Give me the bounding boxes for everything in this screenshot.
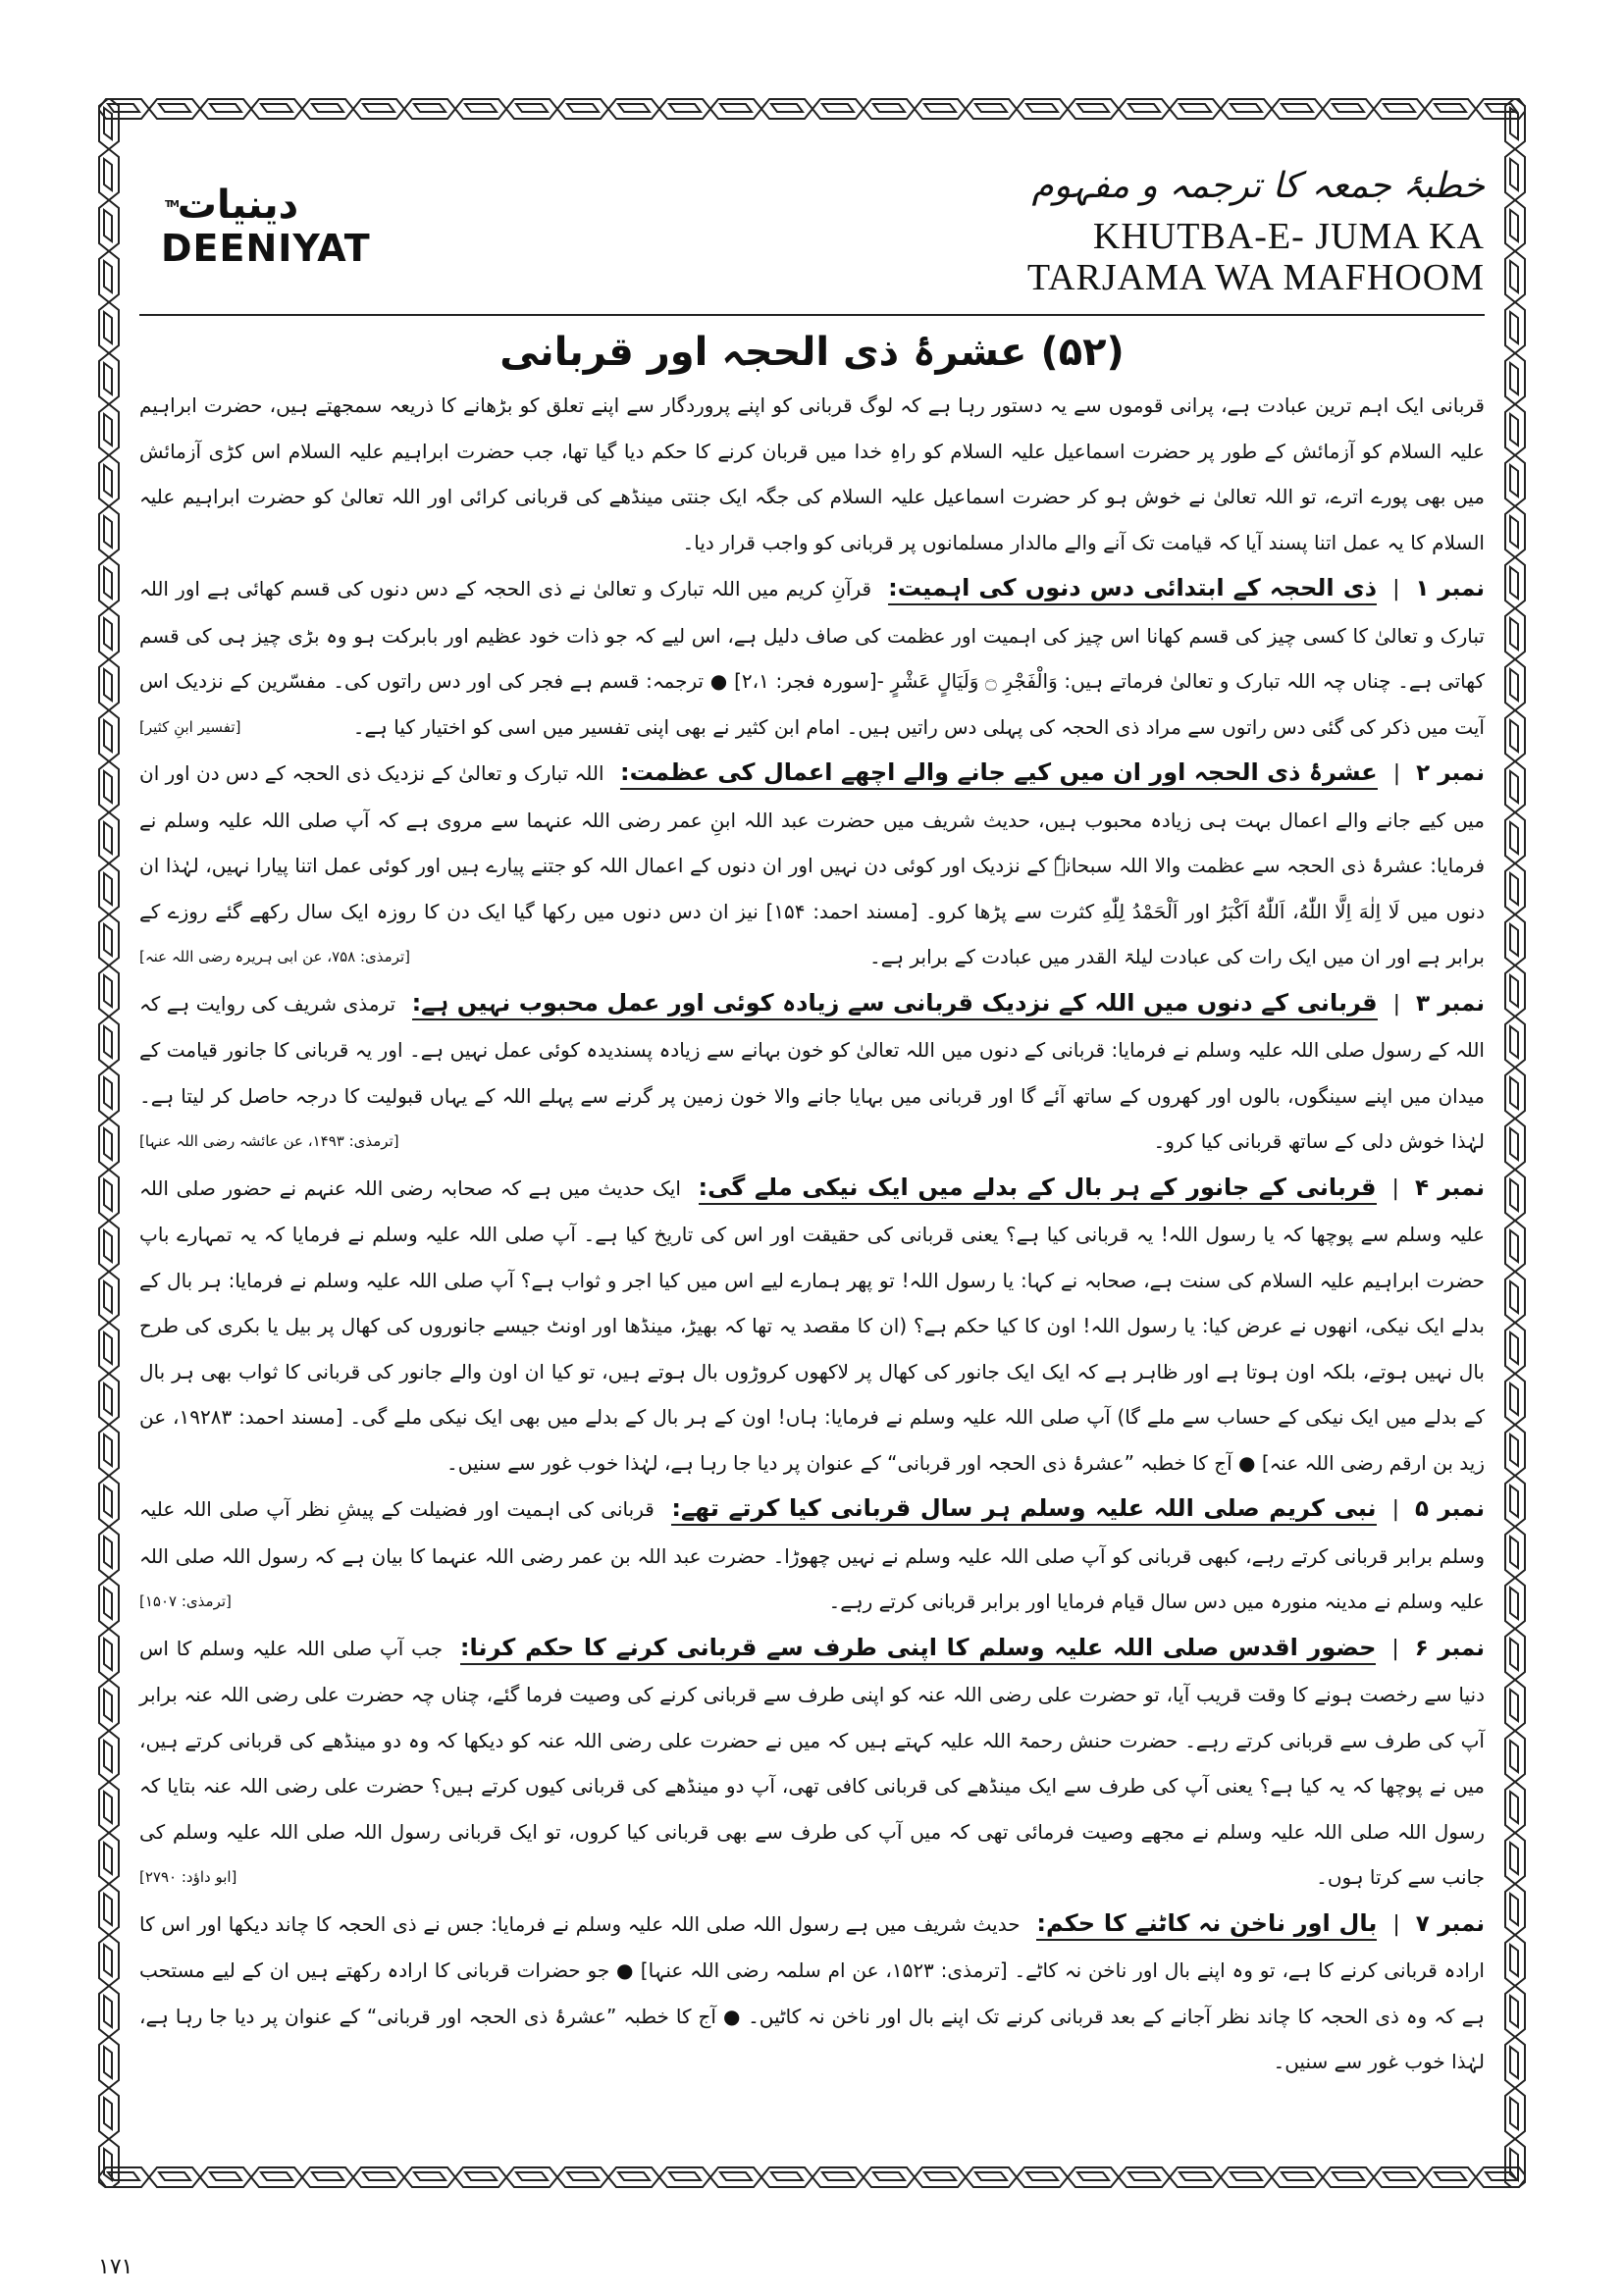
reference: [ترمذی: ۱۵۰۷] <box>139 1592 232 1610</box>
reference: [تفسیر ابنِ کثیر] <box>139 717 241 736</box>
page-content <box>139 137 1485 2149</box>
section-text: جب آپ صلی اللہ علیہ وسلم کا اس دنیا سے رخصت ہونے کا وقت قریب آیا، تو حضرت علی رضی اللہ عنہ کو اپنی طرف سے قربانی کرنے کی وصیت فرما گئے، چناں چہ حضرت علی رضی اللہ عنہ برابر آپ کی طرف سے قربانی کرتے رہے۔ حضرت حنش رحمۃ اللہ علیہ کہتے ہیں کہ میں نے حضرت علی رضی اللہ عنہ کو دیکھا کہ وہ دو مینڈھے کی قربانی کرتے ہیں، میں نے پوچھا کہ یہ کیا ہے؟ یعنی آپ کی طرف سے ایک مینڈھے کی قربانی کافی تھی، آپ دو مینڈھے کی قربانی کیوں کرتے ہیں؟ حضرت علی رضی اللہ عنہ بتایا کہ رسول اللہ صلی اللہ علیہ وسلم نے مجھے وصیت فرمائی تھی کہ میں آپ کی طرف سے بھی قربانی کیا کروں، تو ایک قربانی رسول اللہ صلی اللہ علیہ وسلم کی جانب سے کرتا ہوں۔ <box>139 1636 1485 1889</box>
section-number: نمبر ۵ <box>1415 1496 1486 1522</box>
section-text: حدیث شریف میں ہے رسول اللہ صلی اللہ علیہ وسلم نے فرمایا: جس نے ذی الحجہ کا چاند دیکھا اور اس کا ارادہ قربانی کرنے کا ہے، تو وہ اپنے بال اور ناخن نہ کاٹے۔ [ترمذی: ۱۵۲۳، عن ام سلمہ رضی اللہ عنہا] ● جو حضرات قربانی کا ارادہ رکھتے ہیں ان کے لیے مستحب ہے کہ وہ ذی الحجہ کا چاند نظر آجانے کے بعد قربانی کرنے تک اپنے بال اور ناخن نہ کاٹیں۔ ● آج کا خطبہ ”عشرۂ ذی الحجہ اور قربانی“ کے عنوان پر دیا جا رہا ہے، لہٰذا خوب غور سے سنیں۔ <box>139 1911 1485 2073</box>
ornamental-border-right <box>1504 98 1526 2188</box>
series-title-en-1: KHUTBA-E- JUMA KA <box>1092 216 1485 257</box>
section-6: نمبر ۶|حضور اقدس صلی اللہ علیہ وسلم کا اپنی طرف سے قربانی کرنے کا حکم کرنا: جب آپ صلی اللہ علیہ وسلم کا اس دنیا سے رخصت ہونے کا وقت قریب آیا، تو حضرت علی رضی اللہ عنہ کو اپنی طرف سے قربانی کرنے کی وصیت فرما گئے، چناں چہ حضرت علی رضی اللہ عنہ برابر آپ کی طرف سے قربانی کرتے رہے۔ حضرت حنش رحمۃ اللہ علیہ کہتے ہیں کہ میں نے حضرت علی رضی اللہ عنہ کو دیکھا کہ وہ دو مینڈھے کی قربانی کرتے ہیں، میں نے پوچھا کہ یہ کیا ہے؟ یعنی آپ کی طرف سے ایک مینڈھے کی قربانی کافی تھی، آپ دو مینڈھے کی قربانی کیوں کرتے ہیں؟ حضرت علی رضی اللہ عنہ بتایا کہ رسول اللہ صلی اللہ علیہ وسلم نے مجھے وصیت فرمائی تھی کہ میں آپ کی طرف سے بھی قربانی کیا کروں، تو ایک قربانی رسول اللہ صلی اللہ علیہ وسلم کی جانب سے کرتا ہوں۔ [ابو داؤد: ۲۷۹۰] <box>139 1625 1485 1901</box>
sermon-body <box>139 383 1485 2085</box>
section-text: ایک حدیث میں ہے کہ صحابہ رضی اللہ عنہم نے حضور صلی اللہ علیہ وسلم سے پوچھا کہ یا رسول اللہ! یہ قربانی کیا ہے؟ یعنی قربانی کی حقیقت اور اس کی تاریخ کیا ہے۔ آپ صلی اللہ علیہ وسلم نے فرمایا کہ یہ تمہارے باپ حضرت ابراہیم علیہ السلام کی سنت ہے، صحابہ نے کہا: یا رسول اللہ! تو پھر ہمارے لیے اس میں کیا اجر و ثواب ہے؟ آپ صلی اللہ علیہ وسلم نے فرمایا: ہر بال کے بدلے ایک نیکی، انھوں نے عرض کیا: یا رسول اللہ! اون کا کیا حکم ہے؟ (ان کا مقصد یہ تھا کہ بھیڑ، مینڈھا اور اونٹ جیسے جانوروں کی کھال پر بیل یا بکری کی طرح بال نہیں ہوتے، بلکہ اون ہوتا ہے اور ظاہر ہے کہ ایک ایک جانور کی کھال پر لاکھوں کروڑوں بال ہوتے ہیں، تو کیا ان اون والے جانور کی قربانی کا ثواب بھی ہر بال کے بدلے میں ایک نیکی کے حساب سے ملے گا) آپ صلی اللہ علیہ وسلم نے فرمایا: ہاں! اون کے ہر بال کے بدلے میں بھی ایک نیکی ملے گی۔ [مسند احمد: ۱۹۲۸۳، عن زید بن ارقم رضی اللہ عنہ] ● آج کا خطبہ ”عشرۂ ذی الحجہ اور قربانی“ کے عنوان پر دیا جا رہا ہے، لہٰذا خوب غور سے سنیں۔ <box>139 1175 1485 1475</box>
section-text: ترمذی شریف کی روایت ہے کہ اللہ کے رسول صلی اللہ علیہ وسلم نے فرمایا: قربانی کے دنوں میں اللہ تعالیٰ کو خون بہانے سے زیادہ پسندیدہ کوئی عمل نہیں ہے۔ اور یہ قربانی کا جانور قیامت کے میدان میں اپنے سینگوں، بالوں اور کھروں کے ساتھ آئے گا اور قربانی میں بہایا جانے والا خون زمین پر گرنے سے پہلے اللہ کے یہاں قبولیت کا درجہ حاصل کر لیتا ہے۔ لہٰذا خوش دلی کے ساتھ قربانی کیا کرو۔ <box>139 991 1485 1153</box>
section-title: ذی الحجہ کے ابتدائی دس دنوں کی اہمیت: <box>888 574 1377 605</box>
series-title-urdu: خطبۂ جمعہ کا ترجمہ و مفہوم <box>1031 166 1485 206</box>
section-7: نمبر ۷|بال اور ناخن نہ کاٹنے کا حکم: حدیث شریف میں ہے رسول اللہ صلی اللہ علیہ وسلم نے فرمایا: جس نے ذی الحجہ کا چاند دیکھا اور اس کا ارادہ قربانی کرنے کا ہے، تو وہ اپنے بال اور ناخن نہ کاٹے۔ [ترمذی: ۱۵۲۳، عن ام سلمہ رضی اللہ عنہا] ● جو حضرات قربانی کا ارادہ رکھتے ہیں ان کے لیے مستحب ہے کہ وہ ذی الحجہ کا چاند نظر آجانے کے بعد قربانی کرنے تک اپنے بال اور ناخن نہ کاٹیں۔ ● آج کا خطبہ ”عشرۂ ذی الحجہ اور قربانی“ کے عنوان پر دیا جا رہا ہے، لہٰذا خوب غور سے سنیں۔ <box>139 1908 1485 2073</box>
reference: [ترمذی: ۷۵۸، عن ابی ہریرہ رضی اللہ عنہ] <box>139 948 411 965</box>
section-title: عشرۂ ذی الحجہ اور ان میں کیے جانے والے اچھے اعمال کی عظمت: <box>620 758 1378 790</box>
section-title: قربانی کے دنوں میں اللہ کے نزدیک قربانی سے زیادہ کوئی اور عمل محبوب نہیں ہے: <box>412 989 1378 1020</box>
section-3: نمبر ۳|قربانی کے دنوں میں اللہ کے نزدیک قربانی سے زیادہ کوئی اور عمل محبوب نہیں ہے: ترمذی شریف کی روایت ہے کہ اللہ کے رسول صلی اللہ علیہ وسلم نے فرمایا: قربانی کے دنوں میں اللہ تعالیٰ کو خون بہانے سے زیادہ پسندیدہ کوئی عمل نہیں ہے۔ اور یہ قربانی کا جانور قیامت کے میدان میں اپنے سینگوں، بالوں اور کھروں کے ساتھ آئے گا اور قربانی میں بہایا جانے والا خون زمین پر گرنے سے پہلے اللہ کے یہاں قبولیت کا درجہ حاصل کر لیتا ہے۔ لہٰذا خوش دلی کے ساتھ قربانی کیا کرو۔ [ترمذی: ۱۴۹۳، عن عائشہ رضی اللہ عنہا] <box>139 980 1485 1165</box>
section-number: نمبر ۲ <box>1416 760 1485 786</box>
section-text: قربانی کی اہمیت اور فضیلت کے پیشِ نظر آپ صلی اللہ علیہ وسلم برابر قربانی کرتے رہے، کبھی قربانی کو آپ صلی اللہ علیہ وسلم نے نہیں چھوڑا۔ حضرت عبد اللہ بن عمر رضی اللہ عنہما کا بیان ہے کہ رسول اللہ صلی اللہ علیہ وسلم نے مدینہ منورہ میں دس سال قیام فرمایا اور برابر قربانی کرتے رہے۔ <box>139 1497 1485 1613</box>
page-number: ۱۷۱ <box>98 2255 133 2279</box>
section-number: نمبر ۶ <box>1414 1635 1485 1661</box>
trademark: TM <box>165 199 178 210</box>
section-title: بال اور ناخن نہ کاٹنے کا حکم: <box>1036 1909 1377 1941</box>
section-number: نمبر ۱ <box>1415 576 1486 601</box>
section-number: نمبر ۷ <box>1415 1910 1485 1937</box>
logo-latin-text: DEENIYAT <box>161 227 371 270</box>
section-number: نمبر ۳ <box>1416 990 1485 1017</box>
logo-arabic-text: دینیات <box>177 183 299 228</box>
reference: [ترمذی: ۱۴۹۳، عن عائشہ رضی اللہ عنہا] <box>139 1132 399 1150</box>
section-5: نمبر ۵|نبی کریم صلی اللہ علیہ وسلم ہر سال قربانی کیا کرتے تھے: قربانی کی اہمیت اور فضیلت کے پیشِ نظر آپ صلی اللہ علیہ وسلم برابر قربانی کرتے رہے، کبھی قربانی کو آپ صلی اللہ علیہ وسلم نے نہیں چھوڑا۔ حضرت عبد اللہ بن عمر رضی اللہ عنہما کا بیان ہے کہ رسول اللہ صلی اللہ علیہ وسلم نے مدینہ منورہ میں دس سال قیام فرمایا اور برابر قربانی کرتے رہے۔ [ترمذی: ۱۵۰۷] <box>139 1486 1485 1625</box>
ornamental-border-left <box>98 98 120 2188</box>
ornamental-border-bottom <box>98 2166 1526 2188</box>
section-text: اللہ تبارک و تعالیٰ کے نزدیک ذی الحجہ کے دس دن اور ان میں کیے جانے والے اعمال بہت ہی زیادہ محبوب ہیں، حدیث شریف میں حضرت عبد اللہ ابنِ عمر رضی اللہ عنہما سے مروی ہے کہ آپ صلی اللہ علیہ وسلم نے فرمایا: عشرۂ ذی الحجہ سے عظمت والا اللہ سبحانہٗ کے نزدیک اور کوئی دن نہیں اور ان دنوں کے اعمال اللہ کو جتنے پیارے ہیں اور کوئی عمل اتنا پیارا نہیں، لہٰذا ان دنوں میں لَا اِلٰهَ اِلَّا اللّٰهُ، اَللّٰهُ اَكْبَرُ اور اَلْحَمْدُ لِلّٰهِ کثرت سے پڑھا کرو۔ [مسند احمد: ۱۵۴] نیز ان دس دنوں میں رکھا گیا ایک دن کا روزہ ایک سال رکھے گئے روزے کے برابر ہے اور ان میں ایک رات کی عبادت لیلۃ القدر میں عبادت کے برابر ہے۔ <box>139 761 1485 968</box>
page-header <box>139 137 1485 316</box>
reference: [ابو داؤد: ۲۷۹۰] <box>139 1868 237 1886</box>
intro-paragraph: قربانی ایک اہم ترین عبادت ہے، پرانی قوموں سے یہ دستور رہا ہے کہ لوگ قربانی کو اپنے پروردگار سے اپنے تعلق کو بڑھانے کا ذریعہ سمجھتے ہیں، حضرت ابراہیم علیہ السلام کو آزمائش کے طور پر حضرت اسماعیل علیہ السلام کو راہِ خدا میں قربان کرنے کا حکم دیا گیا تھا، جب حضرت ابراہیم علیہ السلام اس کڑی آزمائش میں بھی پورے اترے، تو اللہ تعالیٰ نے خوش ہو کر حضرت اسماعیل علیہ السلام کی جگہ ایک جنتی مینڈھے کی قربانی کرائی اور اللہ تعالیٰ کو حضرت ابراہیم علیہ السلام کا یہ عمل اتنا پسند آیا کہ قیامت تک آنے والے مالدار مسلمانوں پر قربانی کو واجب قرار دیا۔ <box>139 393 1485 554</box>
section-number: نمبر ۴ <box>1414 1174 1485 1201</box>
sermon-title: (۵۲) عشرۂ ذی الحجہ اور قربانی <box>499 330 1125 375</box>
series-title <box>1027 157 1485 298</box>
ornamental-border-top <box>98 98 1526 120</box>
section-4: نمبر ۴|قربانی کے جانور کے ہر بال کے بدلے میں ایک نیکی ملے گی: ایک حدیث میں ہے کہ صحابہ رضی اللہ عنہم نے حضور صلی اللہ علیہ وسلم سے پوچھا کہ یا رسول اللہ! یہ قربانی کیا ہے؟ یعنی قربانی کی حقیقت اور اس کی تاریخ کیا ہے۔ آپ صلی اللہ علیہ وسلم نے فرمایا کہ یہ تمہارے باپ حضرت ابراہیم علیہ السلام کی سنت ہے، صحابہ نے کہا: یا رسول اللہ! تو پھر ہمارے لیے اس میں کیا اجر و ثواب ہے؟ آپ صلی اللہ علیہ وسلم نے فرمایا: ہر بال کے بدلے ایک نیکی، انھوں نے عرض کیا: یا رسول اللہ! اون کا کیا حکم ہے؟ (ان کا مقصد یہ تھا کہ بھیڑ، مینڈھا اور اونٹ جیسے جانوروں کی کھال پر بیل یا بکری کی طرح بال نہیں ہوتے، بلکہ اون ہوتا ہے اور ظاہر ہے کہ ایک ایک جانور کی کھال پر لاکھوں کروڑوں بال ہوتے ہیں، تو کیا ان اون والے جانور کی قربانی کا ثواب بھی ہر بال کے بدلے میں ایک نیکی کے حساب سے ملے گا) آپ صلی اللہ علیہ وسلم نے فرمایا: ہاں! اون کے ہر بال کے بدلے میں بھی ایک نیکی ملے گی۔ [مسند احمد: ۱۹۲۸۳، عن زید بن ارقم رضی اللہ عنہ] ● آج کا خطبہ ”عشرۂ ذی الحجہ اور قربانی“ کے عنوان پر دیا جا رہا ہے، لہٰذا خوب غور سے سنیں۔ <box>139 1173 1485 1475</box>
section-text: قرآنِ کریم میں اللہ تبارک و تعالیٰ نے ذی الحجہ کے دس دنوں کی قسم کھائی ہے اور اللہ تبارک و تعالیٰ کا کسی چیز کی قسم کھانا اس چیز کی اہمیت اور عظمت کی صاف دلیل ہے، اس لیے کہ جو ذات خود عظیم اور بابرکت ہو وہ بڑی چیز ہی کی قسم کھاتی ہے۔ چناں چہ اللہ تبارک و تعالیٰ فرماتے ہیں: وَالْفَجْرِ ۝ وَلَيَالٍ عَشْرٍ -[سورہ فجر: ۲،۱] ● ترجمہ: قسم ہے فجر کی اور دس راتوں کی۔ مفسّرین کے نزدیک اس آیت میں ذکر کی گئی دس راتوں سے مراد ذی الحجہ کی پہلی دس راتیں ہیں۔ امام ابن کثیر نے بھی اپنی تفسیر میں اسی کو اختیار کیا ہے۔ <box>139 577 1485 739</box>
series-title-en-2: TARJAMA WA MAFHOOM <box>1026 257 1485 298</box>
section-title: نبی کریم صلی اللہ علیہ وسلم ہر سال قربانی کیا کرتے تھے: <box>671 1494 1376 1526</box>
section-2: نمبر ۲|عشرۂ ذی الحجہ اور ان میں کیے جانے والے اچھے اعمال کی عظمت: اللہ تبارک و تعالیٰ کے نزدیک ذی الحجہ کے دس دن اور ان میں کیے جانے والے اعمال بہت ہی زیادہ محبوب ہیں، حدیث شریف میں حضرت عبد اللہ ابنِ عمر رضی اللہ عنہما سے مروی ہے کہ آپ صلی اللہ علیہ وسلم نے فرمایا: عشرۂ ذی الحجہ سے عظمت والا اللہ سبحانہٗ کے نزدیک اور کوئی دن نہیں اور ان دنوں کے اعمال اللہ کو جتنے پیارے ہیں اور کوئی عمل اتنا پیارا نہیں، لہٰذا ان دنوں میں لَا اِلٰهَ اِلَّا اللّٰهُ، اَللّٰهُ اَكْبَرُ اور اَلْحَمْدُ لِلّٰهِ کثرت سے پڑھا کرو۔ [مسند احمد: ۱۵۴] نیز ان دس دنوں میں رکھا گیا ایک دن کا روزہ ایک سال رکھے گئے روزے کے برابر ہے اور ان میں ایک رات کی عبادت لیلۃ القدر میں عبادت کے برابر ہے۔ [ترمذی: ۷۵۸، عن ابی ہریرہ رضی اللہ عنہ] <box>139 750 1485 980</box>
section-1: نمبر ۱|ذی الحجہ کے ابتدائی دس دنوں کی اہمیت: قرآنِ کریم میں اللہ تبارک و تعالیٰ نے ذی الحجہ کے دس دنوں کی قسم کھائی ہے اور اللہ تبارک و تعالیٰ کا کسی چیز کی قسم کھانا اس چیز کی اہمیت اور عظمت کی صاف دلیل ہے، اس لیے کہ جو ذات خود عظیم اور بابرکت ہو وہ بڑی چیز ہی کی قسم کھاتی ہے۔ چناں چہ اللہ تبارک و تعالیٰ فرماتے ہیں: وَالْفَجْرِ ۝ وَلَيَالٍ عَشْرٍ -[سورہ فجر: ۲،۱] ● ترجمہ: قسم ہے فجر کی اور دس راتوں کی۔ مفسّرین کے نزدیک اس آیت میں ذکر کی گئی دس راتوں سے مراد ذی الحجہ کی پہلی دس راتیں ہیں۔ امام ابن کثیر نے بھی اپنی تفسیر میں اسی کو اختیار کیا ہے۔ [تفسیر ابنِ کثیر] <box>139 565 1485 750</box>
deeniyat-logo <box>161 182 396 268</box>
section-title: قربانی کے جانور کے ہر بال کے بدلے میں ایک نیکی ملے گی: <box>699 1174 1377 1205</box>
page-frame <box>98 98 1526 2188</box>
section-title: حضور اقدس صلی اللہ علیہ وسلم کا اپنی طرف سے قربانی کرنے کا حکم کرنا: <box>460 1634 1377 1665</box>
